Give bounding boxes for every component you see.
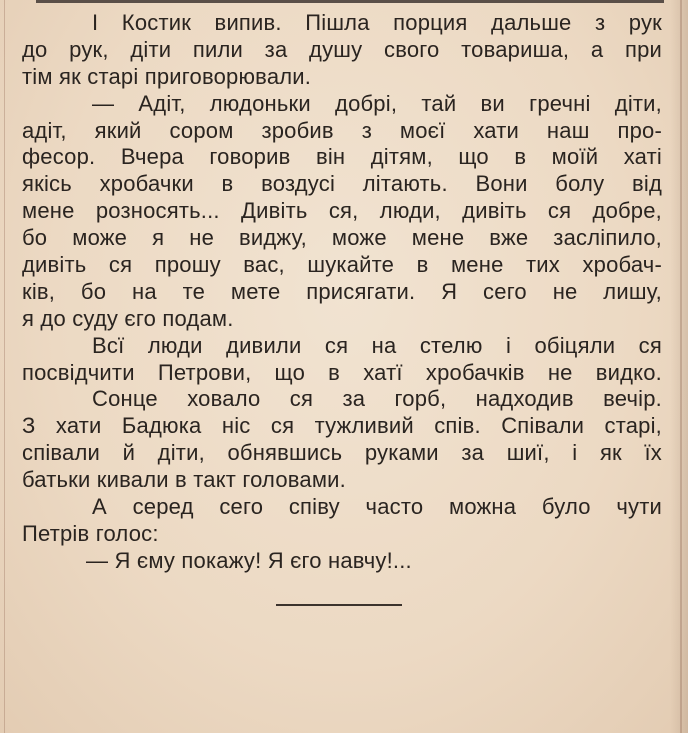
text-line-19: А серед сего співу часто можна було чути xyxy=(92,494,662,520)
text-line-13: Всї люди дивили ся на стелю і обіцяли ся xyxy=(92,332,662,358)
text-line-8: мене розносять... Дивіть ся, люди, дивіть ся добре, xyxy=(22,198,662,224)
text-line-18: батьки кивали в такт головами. xyxy=(22,467,346,493)
text-line-20: Петрів голос: xyxy=(22,520,159,546)
text-line-12: я до суду єго подам. xyxy=(22,305,234,331)
article-text xyxy=(22,10,662,575)
section-end-rule xyxy=(276,604,402,606)
left-fold-line xyxy=(4,0,5,733)
right-edge-shadow xyxy=(670,0,688,733)
text-line-11: ків, бо на те мете присягати. Я сего не лишу, xyxy=(22,278,662,304)
text-line-6: фесор. Вчера говорив він дітям, що в моїй хаті xyxy=(22,144,662,170)
text-line-1: І Костик випив. Пішла порция дальше з рук xyxy=(92,10,662,35)
text-line-4: — Адіт, людоньки добрі, тай ви гречні діти, xyxy=(92,90,662,116)
text-line-16: З хати Бадюка ніс ся тужливий спів. Співали старі, xyxy=(22,413,662,439)
text-line-15: Сонце ховало ся за горб, надходив вечір. xyxy=(92,386,662,412)
text-line-7: якісь хробачки в воздусі літають. Вони болу від xyxy=(22,171,662,197)
text-line-21: — Я єму покажу! Я єго навчу!... xyxy=(86,547,412,573)
text-line-2: до рук, діти пили за душу свого товариша, а при xyxy=(22,36,662,62)
text-line-10: дивіть ся прошу вас, шукайте в мене тих хробач- xyxy=(22,252,662,278)
text-line-14: посвідчити Петрови, що в хатї хробачків не видко. xyxy=(22,359,662,385)
text-line-9: бо може я не виджу, може мене вже засліпило, xyxy=(22,225,662,251)
text-line-3: тім як старі приговорювали. xyxy=(22,63,312,89)
text-line-17: співали й діти, обнявшись руками за шиї, і як їх xyxy=(22,440,662,466)
text-line-5: адіт, який сором зробив з моєї хати наш про- xyxy=(22,117,662,143)
top-rule xyxy=(36,0,664,3)
